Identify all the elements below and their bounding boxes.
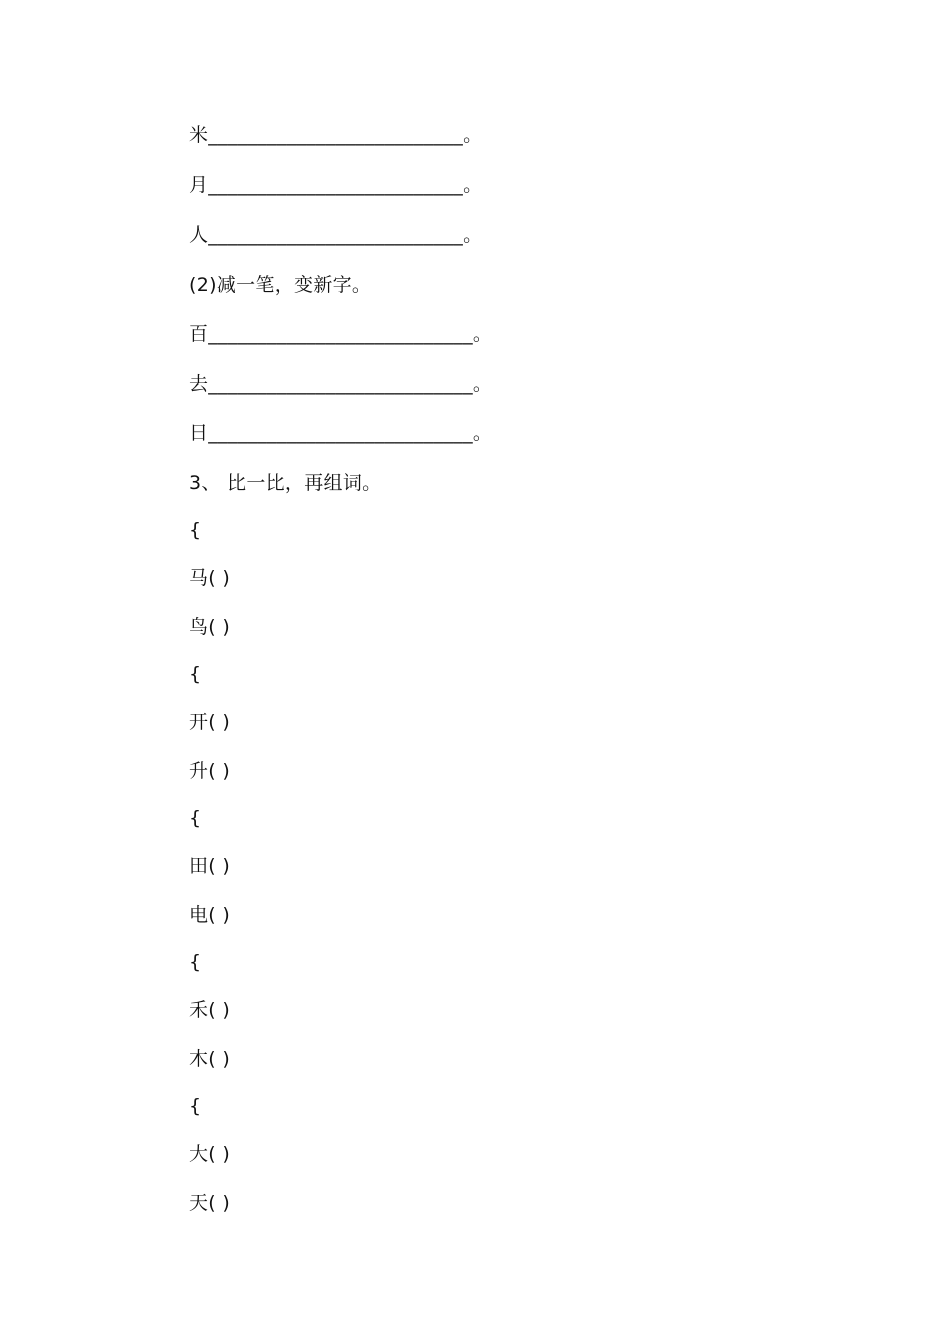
brace: { <box>189 807 202 829</box>
word-pair-item: 开( ) <box>189 711 231 733</box>
fill-line-qu: 去___________________________。 <box>189 373 493 395</box>
fill-line-mi: 米__________________________。 <box>189 124 483 146</box>
word-pair-item: 升( ) <box>189 760 231 782</box>
question-heading-2: (2)减一笔，变新字。 <box>189 274 372 296</box>
word-pair-item: 天( ) <box>189 1192 231 1214</box>
word-pair-item: 马( ) <box>189 567 231 589</box>
question-heading-3: 3、 比一比，再组词。 <box>189 472 382 494</box>
word-pair-item: 大( ) <box>189 1143 231 1165</box>
brace: { <box>189 951 202 973</box>
word-pair-item: 鸟( ) <box>189 616 231 638</box>
brace: { <box>189 1095 202 1117</box>
brace: { <box>189 663 202 685</box>
word-pair-item: 田( ) <box>189 855 231 877</box>
fill-line-bai: 百___________________________。 <box>189 323 493 345</box>
brace: { <box>189 519 202 541</box>
fill-line-yue: 月__________________________。 <box>189 174 483 196</box>
word-pair-item: 木( ) <box>189 1048 231 1070</box>
word-pair-item: 电( ) <box>189 904 231 926</box>
word-pair-item: 禾( ) <box>189 999 231 1021</box>
fill-line-ren: 人__________________________。 <box>189 224 483 246</box>
fill-line-ri: 日___________________________。 <box>189 422 493 444</box>
